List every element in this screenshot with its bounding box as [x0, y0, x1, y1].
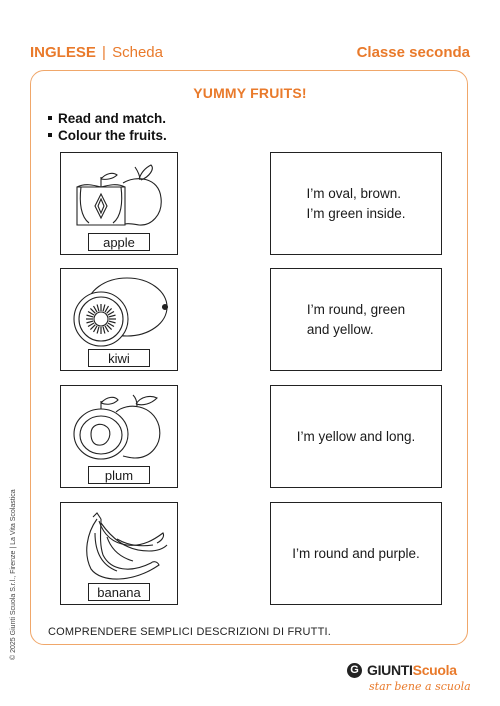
instruction-2: Colour the fruits. [48, 128, 167, 143]
description-box-2[interactable] [270, 268, 442, 371]
fruit-card-apple[interactable] [60, 152, 178, 255]
description-box-1[interactable] [270, 152, 442, 255]
fruit-label: plum [88, 466, 150, 484]
description-box-3[interactable] [270, 385, 442, 488]
fruit-card-kiwi[interactable] [60, 268, 178, 371]
logo-tagline: star bene a scuola [369, 680, 471, 693]
fruit-label: kiwi [88, 349, 150, 367]
worksheet-title: YUMMY FRUITS! [193, 85, 307, 101]
description-box-4[interactable] [270, 502, 442, 605]
subject-label: INGLESE [30, 44, 96, 61]
description-text: I’m yellow and long. [296, 428, 416, 444]
grade-label: Classe seconda [356, 44, 470, 61]
learning-objective: COMPRENDERE SEMPLICI DESCRIZIONI DI FRUTTI. [48, 626, 332, 638]
fruit-label: apple [88, 233, 150, 251]
fruit-card-plum[interactable] [60, 385, 178, 488]
description-text: I’m round, green and yellow. [306, 301, 406, 337]
description-text: I’m round and purple. [292, 545, 420, 561]
fruit-card-banana[interactable] [60, 502, 178, 605]
logo-wordmark: GIUNTIScuola [367, 662, 457, 678]
fruit-label: banana [88, 583, 150, 601]
publisher-logo [347, 662, 472, 702]
copyright-notice: © 2025 Giunti Scuola S.r.l., Firenze | La Vita Scolastica [10, 489, 17, 660]
logo-mark: G [347, 663, 362, 678]
header-subject [30, 44, 163, 61]
instruction-1: Read and match. [48, 111, 166, 126]
description-text: I’m oval, brown. I’m green inside. [306, 185, 406, 221]
header-separator: | [102, 44, 106, 61]
bullet [48, 133, 52, 137]
bullet [48, 116, 52, 120]
sheet-type: Scheda [112, 44, 163, 61]
